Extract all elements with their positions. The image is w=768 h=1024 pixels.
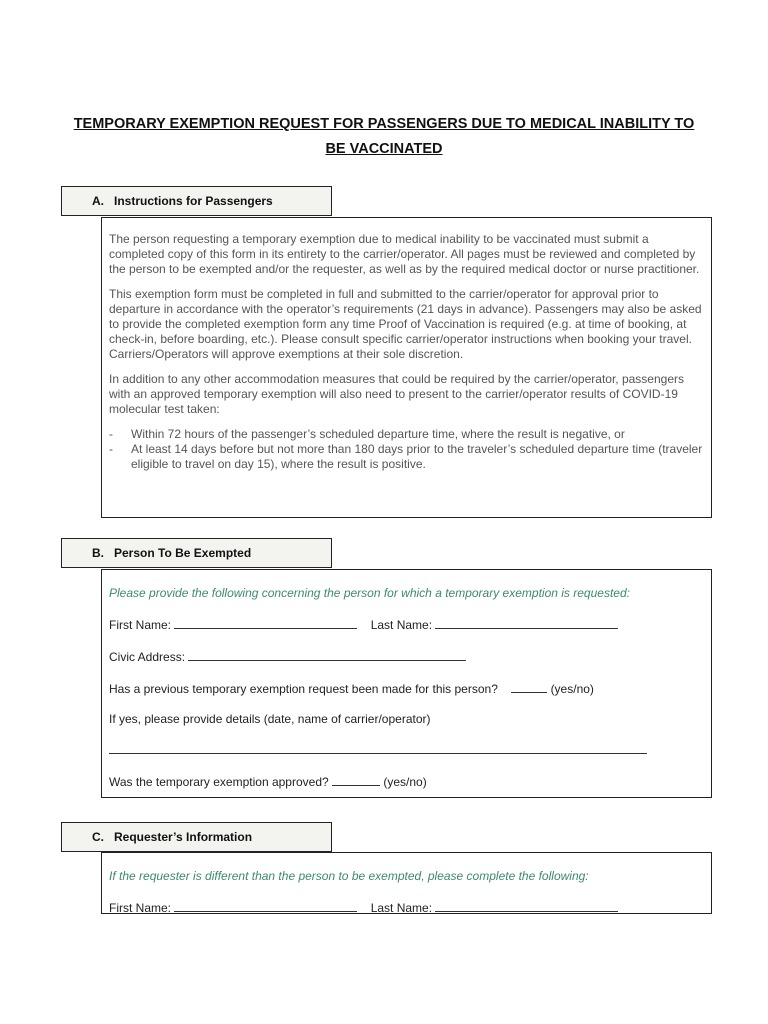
- requester-last-name-label: Last Name:: [370, 901, 433, 915]
- instruction-paragraph-3: In addition to any other accommodation measures that could be required by the carrier/operator, passengers with an approved temporary exemption will also need to present to the carrier/operator results of COVID-19 molecular test taken:: [109, 372, 684, 416]
- previous-request-label: Has a previous temporary exemption request been made for this person?: [109, 682, 498, 696]
- previous-request-field[interactable]: [511, 680, 547, 693]
- section-b-box: [101, 569, 712, 798]
- requester-name-row: [109, 899, 711, 916]
- form-title-line-2: BE VACCINATED: [325, 141, 443, 157]
- approved-suffix: (yes/no): [383, 775, 427, 789]
- section-a-heading: Instructions for Passengers: [114, 194, 273, 208]
- details-field[interactable]: [109, 741, 647, 754]
- previous-request-suffix: (yes/no): [550, 682, 594, 696]
- list-item: [109, 427, 705, 442]
- last-name-label: Last Name:: [370, 618, 433, 632]
- section-c-header: [61, 822, 332, 852]
- section-a-box: [101, 217, 712, 518]
- section-c-letter: C.: [92, 830, 104, 844]
- section-b-heading: Person To Be Exempted: [114, 546, 252, 560]
- approved-row: [109, 773, 711, 790]
- section-c-note: If the requester is different than the person to be exempted, please complete the following:: [109, 869, 589, 883]
- section-b-note: Please provide the following concerning the person for which a temporary exemption is requested:: [109, 586, 630, 600]
- list-item-text: At least 14 days before but not more than 180 days prior to the traveler’s scheduled departure time (traveler eligible to travel on day 15), where the result is positive.: [131, 442, 703, 471]
- list-item: [109, 442, 705, 472]
- form-title-line-1: TEMPORARY EXEMPTION REQUEST FOR PASSENGERS DUE TO MEDICAL INABILITY TO: [73, 116, 695, 132]
- test-requirements-list: [109, 427, 711, 472]
- section-b-letter: B.: [92, 546, 104, 560]
- name-row: [109, 616, 711, 633]
- approved-label: Was the temporary exemption approved?: [109, 775, 329, 789]
- section-a-letter: A.: [92, 194, 104, 208]
- instruction-paragraph-2: This exemption form must be completed in full and submitted to the carrier/operator for approval prior to departure in accordance with the operator’s requirements (21 days in advance). Passengers may also be asked to provide the completed exemption form any time Proof of Vaccination is required (e.g. at time of booking, at check-in, before boarding, etc.). Please consult specific carrier/operator instructions when booking your travel. Carriers/Operators will approve exemptions at their sole discretion.: [109, 287, 702, 361]
- civic-address-row: [109, 648, 711, 665]
- bullet-dash: -: [109, 427, 113, 441]
- last-name-field[interactable]: [435, 616, 618, 629]
- details-row: [109, 712, 711, 727]
- previous-request-row: [109, 680, 711, 697]
- first-name-label: First Name:: [109, 618, 172, 632]
- instruction-paragraph-1: The person requesting a temporary exemption due to medical inability to be vaccinated must submit a completed copy of this form in its entirety to the carrier/operator. All pages must be reviewed and completed by the person to be exempted and/or the requester, as well as by the required medical doctor or nurse practitioner.: [109, 232, 700, 276]
- civic-address-label: Civic Address:: [109, 650, 186, 664]
- section-a-header: [61, 186, 332, 216]
- requester-first-name-field[interactable]: [174, 899, 357, 912]
- requester-last-name-field[interactable]: [435, 899, 618, 912]
- form-title: [40, 112, 728, 162]
- details-label: If yes, please provide details (date, name of carrier/operator): [109, 712, 431, 726]
- list-item-text: Within 72 hours of the passenger’s scheduled departure time, where the result is negative, or: [131, 427, 625, 441]
- requester-first-name-label: First Name:: [109, 901, 172, 915]
- section-c-heading: Requester’s Information: [114, 830, 253, 844]
- bullet-dash: -: [109, 442, 113, 456]
- section-c-box: [101, 852, 712, 914]
- approved-field[interactable]: [332, 773, 380, 786]
- section-b-header: [61, 538, 332, 568]
- details-line-row: [109, 741, 711, 758]
- civic-address-field[interactable]: [188, 648, 466, 661]
- first-name-field[interactable]: [174, 616, 357, 629]
